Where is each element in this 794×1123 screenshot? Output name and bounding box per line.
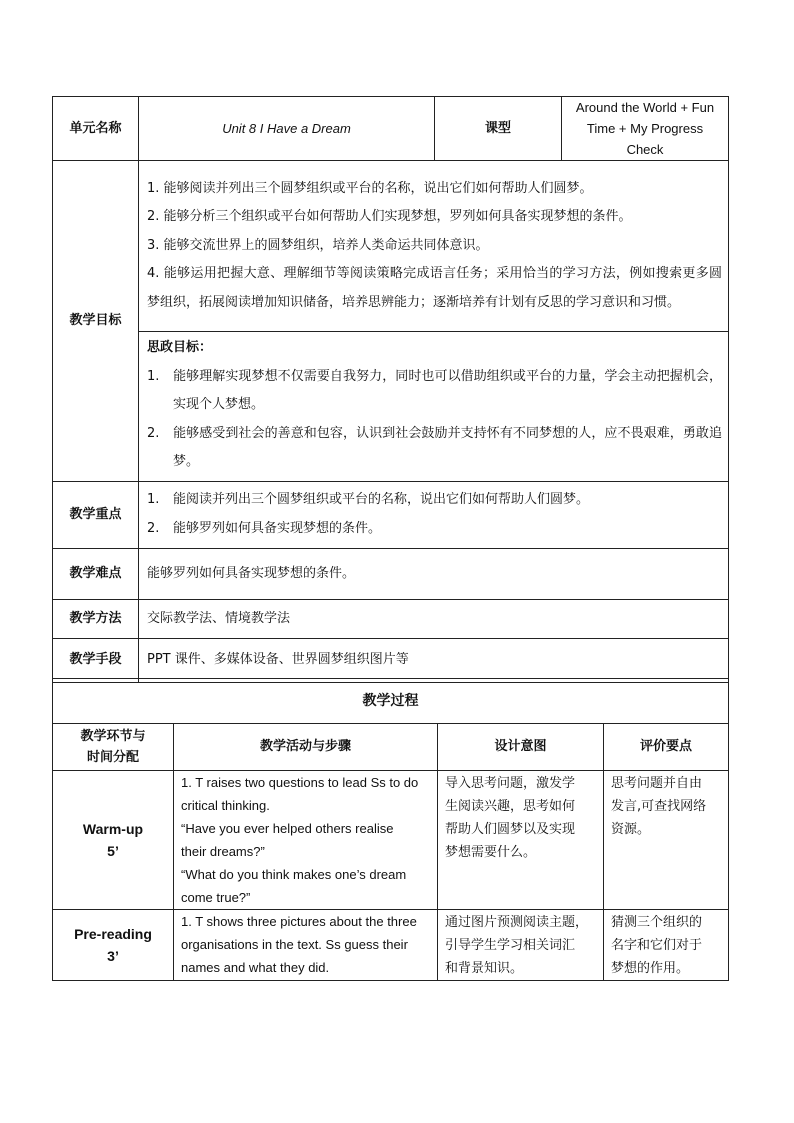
item-text: 能够罗列如何具备实现梦想的条件。	[173, 520, 382, 536]
activity-line: organisations in the text. Ss guess their	[181, 937, 408, 952]
eval-line: 发言,可查找网络	[611, 799, 707, 814]
activity-cell	[174, 771, 438, 910]
difficulty-label: 教学难点	[53, 548, 139, 599]
intent-cell	[438, 771, 604, 910]
intent-line: 导入思考问题，激发学	[445, 776, 576, 791]
key-points-cell	[139, 481, 729, 548]
header-activity: 教学活动与步骤	[174, 724, 438, 771]
means-text: PPT 课件、多媒体设备、世界圆梦组织图片等	[139, 638, 729, 682]
type-value	[562, 97, 729, 161]
objective-item: 2. 能够分析三个组织或平台如何帮助人们实现梦想，罗列如何具备实现梦想的条件。	[147, 209, 632, 225]
intent-line: 梦想需要什么。	[445, 845, 537, 860]
key-point-item	[147, 515, 722, 544]
activity-line: “What do you think makes one’s dream	[181, 867, 407, 882]
type-value-line: Around the World + Fun	[575, 100, 715, 115]
activity-line: critical thinking.	[181, 798, 270, 813]
key-point-item	[147, 486, 722, 515]
header-stage	[53, 724, 174, 771]
eval-line: 名字和它们对于	[611, 938, 703, 953]
unit-label: 单元名称	[53, 97, 139, 161]
header-stage-line: 时间分配	[86, 750, 139, 765]
table-row	[53, 771, 729, 910]
objective-item: 1. 能够阅读并列出三个圆梦组织或平台的名称，说出它们如何帮助人们圆梦。	[147, 180, 593, 196]
item-number: 1.	[147, 368, 160, 384]
means-label: 教学手段	[53, 638, 139, 682]
process-table	[52, 678, 729, 981]
method-label: 教学方法	[53, 599, 139, 638]
intent-line: 引导学生学习相关词汇	[445, 938, 576, 953]
stage-cell	[53, 771, 174, 910]
objectives-label: 教学目标	[53, 161, 139, 482]
process-title: 教学过程	[53, 679, 729, 724]
sizheng-cell	[139, 332, 729, 482]
header-eval: 评价要点	[604, 724, 729, 771]
key-points-label: 教学重点	[53, 481, 139, 548]
activity-line: “Have you ever helped others realise	[181, 821, 394, 836]
item-number: 2.	[147, 425, 160, 441]
item-text: 能阅读并列出三个圆梦组织或平台的名称，说出它们如何帮助人们圆梦。	[173, 492, 590, 507]
activity-cell	[174, 910, 438, 981]
intent-line: 通过图片预测阅读主题，	[445, 915, 589, 930]
intent-line: 生阅读兴趣，思考如何	[445, 799, 576, 814]
header-stage-line: 教学环节与	[80, 729, 146, 744]
objective-item: 4. 能够运用把握大意、理解细节等阅读策略完成语言任务；采用恰当的学习方法，例如搜索更多圆梦组织，拓展阅读增加知识储备，培养思辨能力；逐渐培养有计划有反思的学习意识和习惯。	[147, 266, 722, 310]
activity-line: come true?”	[181, 890, 251, 905]
item-text: 能够理解实现梦想不仅需要自我努力，同时也可以借助组织或平台的力量，学会主动把握机会，实现个人梦想。	[173, 368, 722, 412]
eval-line: 猜测三个组织的	[611, 915, 703, 930]
item-number: 2.	[147, 520, 160, 536]
method-text: 交际教学法、情境教学法	[139, 599, 729, 638]
activity-line: names and what they did.	[181, 960, 330, 975]
objective-item: 3. 能够交流世界上的圆梦组织，培养人类命运共同体意识。	[147, 237, 489, 253]
difficulty-text: 能够罗列如何具备实现梦想的条件。	[139, 548, 729, 599]
eval-line: 资源。	[611, 822, 651, 837]
table-row	[53, 910, 729, 981]
intent-cell	[438, 910, 604, 981]
stage-time: 5’	[107, 843, 119, 859]
eval-cell	[604, 910, 729, 981]
eval-line: 思考问题并自由	[611, 776, 703, 791]
intent-line: 帮助人们圆梦以及实现	[445, 822, 576, 837]
activity-line: 1. T shows three pictures about the three	[181, 914, 417, 929]
intent-line: 和背景知识。	[445, 961, 524, 976]
type-value-line: Check	[626, 142, 664, 157]
info-table	[52, 96, 729, 683]
eval-line: 梦想的作用。	[611, 961, 690, 976]
eval-cell	[604, 771, 729, 910]
sizheng-title: 思政目标：	[147, 340, 213, 355]
item-number: 1.	[147, 492, 160, 507]
item-text: 能够感受到社会的善意和包容，认识到社会鼓励并支持怀有不同梦想的人，应不畏艰难，勇敢追梦。	[173, 425, 722, 469]
activity-line: their dreams?”	[181, 844, 265, 859]
objectives-cell	[139, 161, 729, 332]
stage-name: Pre-reading	[74, 926, 152, 942]
stage-cell	[53, 910, 174, 981]
header-intent: 设计意图	[438, 724, 604, 771]
sizheng-item	[147, 363, 722, 420]
unit-name: Unit 8 I Have a Dream	[139, 97, 435, 161]
stage-name: Warm-up	[82, 821, 144, 837]
sizheng-item	[147, 420, 722, 477]
activity-line: 1. T raises two questions to lead Ss to do	[181, 775, 419, 790]
type-value-line: Time + My Progress	[586, 121, 704, 136]
stage-time: 3’	[107, 948, 119, 964]
type-label: 课型	[435, 97, 562, 161]
